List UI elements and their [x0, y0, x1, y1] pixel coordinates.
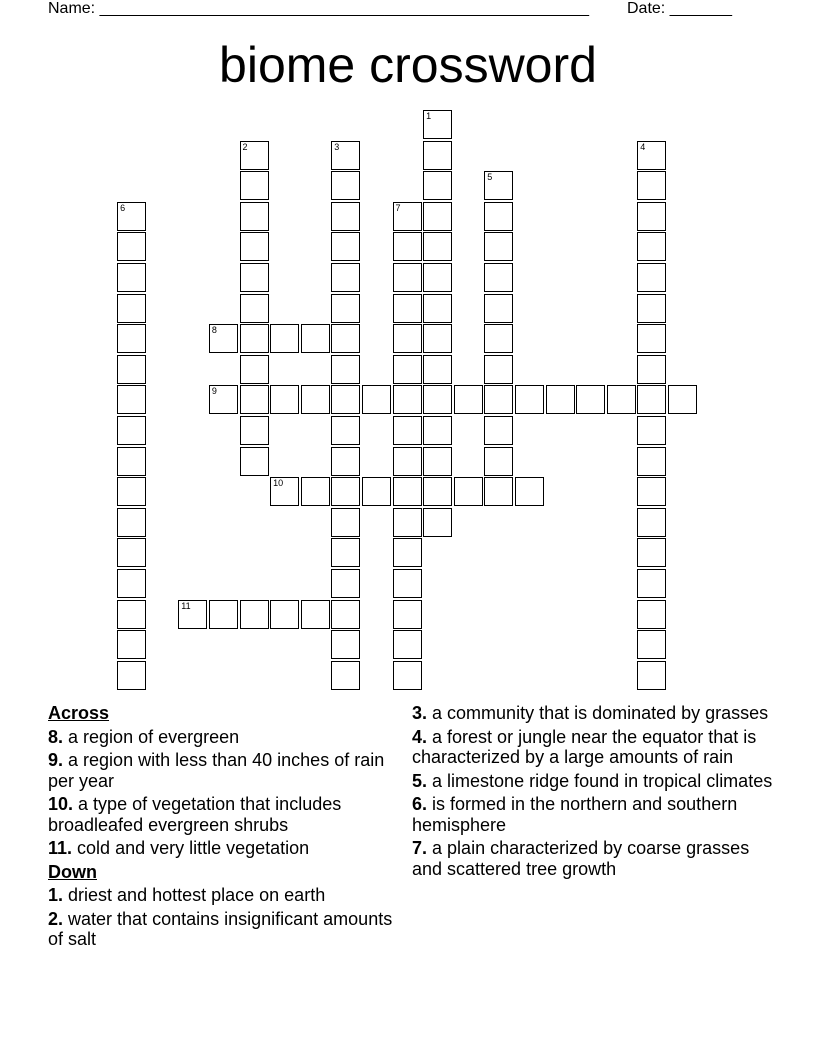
- grid-cell[interactable]: [637, 171, 666, 200]
- clue-number: 3.: [412, 703, 428, 723]
- grid-cell[interactable]: [209, 600, 238, 629]
- grid-cell[interactable]: [331, 202, 360, 231]
- grid-cell[interactable]: [240, 202, 269, 231]
- grid-cell[interactable]: [515, 477, 544, 506]
- grid-cell[interactable]: [270, 477, 299, 506]
- clue-column-right: [412, 703, 782, 882]
- grid-cell[interactable]: [454, 477, 483, 506]
- grid-cell[interactable]: [301, 324, 330, 353]
- grid-cell[interactable]: [393, 416, 422, 445]
- grid-cell[interactable]: [209, 385, 238, 414]
- clue-column-left: [48, 703, 398, 953]
- grid-cell[interactable]: [393, 538, 422, 567]
- clue-number: 9.: [48, 750, 64, 770]
- grid-cell[interactable]: [331, 600, 360, 629]
- grid-cell[interactable]: [484, 202, 513, 231]
- clue-number: 10.: [48, 794, 74, 814]
- grid-cell[interactable]: [393, 447, 422, 476]
- cell-number: 7: [395, 202, 401, 213]
- clue-across-9: [48, 750, 398, 791]
- grid-cell[interactable]: [637, 324, 666, 353]
- cell-number: 10: [273, 478, 284, 489]
- grid-cell[interactable]: [301, 477, 330, 506]
- grid-cell[interactable]: [240, 141, 269, 170]
- clue-down-2: [48, 909, 398, 950]
- clue-down-5: [412, 771, 782, 792]
- clue-text: cold and very little vegetation: [77, 838, 310, 858]
- grid-cell[interactable]: [362, 385, 391, 414]
- grid-cell[interactable]: [331, 630, 360, 659]
- grid-cell[interactable]: [393, 630, 422, 659]
- grid-cell[interactable]: [240, 447, 269, 476]
- grid-cell[interactable]: [637, 508, 666, 537]
- grid-cell[interactable]: [637, 600, 666, 629]
- grid-cell[interactable]: [393, 661, 422, 690]
- grid-cell[interactable]: [117, 355, 146, 384]
- clue-text: a limestone ridge found in tropical climates: [432, 770, 773, 791]
- grid-cell[interactable]: [331, 232, 360, 261]
- grid-cell[interactable]: [637, 538, 666, 567]
- grid-cell[interactable]: [240, 355, 269, 384]
- clue-number: 8.: [48, 726, 64, 747]
- grid-cell[interactable]: [423, 447, 452, 476]
- grid-cell[interactable]: [117, 294, 146, 323]
- page-title: biome crossword: [219, 37, 597, 93]
- grid-cell[interactable]: [576, 385, 605, 414]
- grid-cell[interactable]: [117, 538, 146, 567]
- grid-cell[interactable]: [117, 508, 146, 537]
- grid-cell[interactable]: [240, 416, 269, 445]
- clue-down-4: [412, 727, 782, 768]
- grid-cell[interactable]: [331, 477, 360, 506]
- grid-cell[interactable]: [484, 171, 513, 200]
- grid-cell[interactable]: [331, 385, 360, 414]
- grid-cell[interactable]: [117, 600, 146, 629]
- grid-cell[interactable]: [637, 447, 666, 476]
- grid-cell[interactable]: [117, 232, 146, 261]
- grid-cell[interactable]: [362, 477, 391, 506]
- clue-number: 5.: [412, 770, 428, 791]
- grid-cell[interactable]: [331, 447, 360, 476]
- grid-cell[interactable]: [423, 324, 452, 353]
- grid-cell[interactable]: [117, 477, 146, 506]
- cell-number: 4: [640, 141, 646, 152]
- grid-cell[interactable]: [393, 232, 422, 261]
- clue-down-6: [412, 794, 782, 835]
- grid-cell[interactable]: [637, 355, 666, 384]
- grid-cell[interactable]: [393, 294, 422, 323]
- grid-cell[interactable]: [270, 324, 299, 353]
- grid-cell[interactable]: [117, 569, 146, 598]
- grid-cell[interactable]: [484, 355, 513, 384]
- clue-text: is formed in the northern and southern hemisphere: [412, 794, 738, 835]
- clue-down-3: [412, 703, 782, 724]
- grid-cell[interactable]: [331, 263, 360, 292]
- grid-cell[interactable]: [423, 141, 452, 170]
- grid-cell[interactable]: [423, 355, 452, 384]
- grid-cell[interactable]: [484, 385, 513, 414]
- grid-cell[interactable]: [331, 508, 360, 537]
- grid-cell[interactable]: [270, 385, 299, 414]
- grid-cell[interactable]: [484, 324, 513, 353]
- grid-cell[interactable]: [240, 294, 269, 323]
- grid-cell[interactable]: [637, 630, 666, 659]
- grid-cell[interactable]: [637, 232, 666, 261]
- grid-cell[interactable]: [637, 416, 666, 445]
- grid-cell[interactable]: [331, 141, 360, 170]
- grid-cell[interactable]: [484, 447, 513, 476]
- grid-cell[interactable]: [331, 416, 360, 445]
- clue-text: a forest or jungle near the equator that is characterized by a large amounts of rain: [412, 726, 757, 767]
- cell-number: 2: [242, 141, 248, 152]
- clue-across-8: [48, 727, 398, 748]
- grid-cell[interactable]: [484, 294, 513, 323]
- grid-cell[interactable]: [301, 385, 330, 414]
- grid-cell[interactable]: [178, 600, 207, 629]
- grid-cell[interactable]: [393, 477, 422, 506]
- grid-cell[interactable]: [637, 202, 666, 231]
- cell-number: 9: [211, 386, 217, 397]
- clue-text: a region with less than 40 inches of rain per year: [48, 750, 385, 791]
- clue-number: 1.: [48, 885, 64, 905]
- clue-text: a plain characterized by coarse grasses and scattered tree growth: [412, 838, 750, 879]
- grid-cell[interactable]: [637, 263, 666, 292]
- grid-cell[interactable]: [637, 294, 666, 323]
- grid-cell[interactable]: [423, 508, 452, 537]
- date-field-label: Date: _______: [627, 0, 732, 17]
- grid-cell[interactable]: [240, 600, 269, 629]
- grid-cell[interactable]: [393, 508, 422, 537]
- grid-cell[interactable]: [117, 447, 146, 476]
- grid-cell[interactable]: [637, 141, 666, 170]
- down-heading: Down: [48, 861, 97, 882]
- grid-cell[interactable]: [423, 202, 452, 231]
- clue-number: 6.: [412, 794, 428, 814]
- clue-number: 2.: [48, 908, 64, 929]
- grid-cell[interactable]: [331, 294, 360, 323]
- clue-number: 4.: [412, 726, 428, 747]
- grid-cell[interactable]: [331, 171, 360, 200]
- grid-cell[interactable]: [484, 232, 513, 261]
- grid-cell[interactable]: [240, 385, 269, 414]
- grid-cell[interactable]: [240, 324, 269, 353]
- clue-number: 7.: [412, 838, 428, 858]
- grid-cell[interactable]: [393, 355, 422, 384]
- grid-cell[interactable]: [117, 385, 146, 414]
- grid-cell[interactable]: [454, 385, 483, 414]
- cell-number: 6: [120, 202, 126, 213]
- cell-number: 8: [211, 325, 217, 336]
- grid-cell[interactable]: [637, 385, 666, 414]
- grid-cell[interactable]: [393, 324, 422, 353]
- cell-number: 11: [181, 600, 191, 611]
- clue-down-1: [48, 885, 398, 906]
- grid-cell[interactable]: [240, 232, 269, 261]
- grid-cell[interactable]: [515, 385, 544, 414]
- clue-text: a region of evergreen: [68, 726, 240, 747]
- grid-cell[interactable]: [117, 416, 146, 445]
- grid-cell[interactable]: [423, 385, 452, 414]
- grid-cell[interactable]: [393, 600, 422, 629]
- grid-cell[interactable]: [331, 355, 360, 384]
- grid-cell[interactable]: [301, 600, 330, 629]
- grid-cell[interactable]: [423, 294, 452, 323]
- cell-number: 3: [334, 141, 340, 152]
- clue-text: a community that is dominated by grasses: [432, 703, 769, 723]
- grid-cell[interactable]: [117, 661, 146, 690]
- cell-number: 5: [487, 172, 493, 183]
- cell-number: 1: [426, 111, 432, 121]
- grid-cell[interactable]: [484, 263, 513, 292]
- clue-text: a type of vegetation that includes broadleafed evergreen shrubs: [48, 794, 342, 835]
- grid-cell[interactable]: [117, 324, 146, 353]
- grid-cell[interactable]: [331, 661, 360, 690]
- grid-cell[interactable]: [546, 385, 575, 414]
- grid-cell[interactable]: [637, 569, 666, 598]
- clue-down-7: [412, 838, 782, 879]
- across-heading: Across: [48, 703, 110, 723]
- clue-number: 11.: [48, 838, 73, 858]
- grid-cell[interactable]: [637, 477, 666, 506]
- grid-cell[interactable]: [331, 569, 360, 598]
- grid-cell[interactable]: [423, 110, 452, 139]
- grid-cell[interactable]: [393, 202, 422, 231]
- grid-cell[interactable]: [240, 171, 269, 200]
- clue-across-10: [48, 794, 398, 835]
- clue-text: water that contains insignificant amounts of salt: [48, 908, 393, 949]
- grid-cell[interactable]: [423, 232, 452, 261]
- grid-cell[interactable]: [607, 385, 636, 414]
- grid-cell[interactable]: [331, 538, 360, 567]
- grid-cell[interactable]: [331, 324, 360, 353]
- grid-cell[interactable]: [117, 630, 146, 659]
- grid-cell[interactable]: [423, 477, 452, 506]
- grid-cell[interactable]: [393, 385, 422, 414]
- grid-cell[interactable]: [423, 263, 452, 292]
- clue-across-11: [48, 838, 398, 859]
- grid-cell[interactable]: [209, 324, 238, 353]
- grid-cell[interactable]: [270, 600, 299, 629]
- name-field-label: Name: _______________________________________________________: [48, 0, 589, 17]
- grid-cell[interactable]: [423, 171, 452, 200]
- grid-cell[interactable]: [637, 661, 666, 690]
- grid-cell[interactable]: [117, 263, 146, 292]
- grid-cell[interactable]: [240, 263, 269, 292]
- grid-cell[interactable]: [484, 416, 513, 445]
- grid-cell[interactable]: [393, 569, 422, 598]
- grid-cell[interactable]: [117, 202, 146, 231]
- clue-text: driest and hottest place on earth: [68, 885, 326, 905]
- grid-cell[interactable]: [484, 477, 513, 506]
- grid-cell[interactable]: [423, 416, 452, 445]
- grid-cell[interactable]: [668, 385, 697, 414]
- grid-cell[interactable]: [393, 263, 422, 292]
